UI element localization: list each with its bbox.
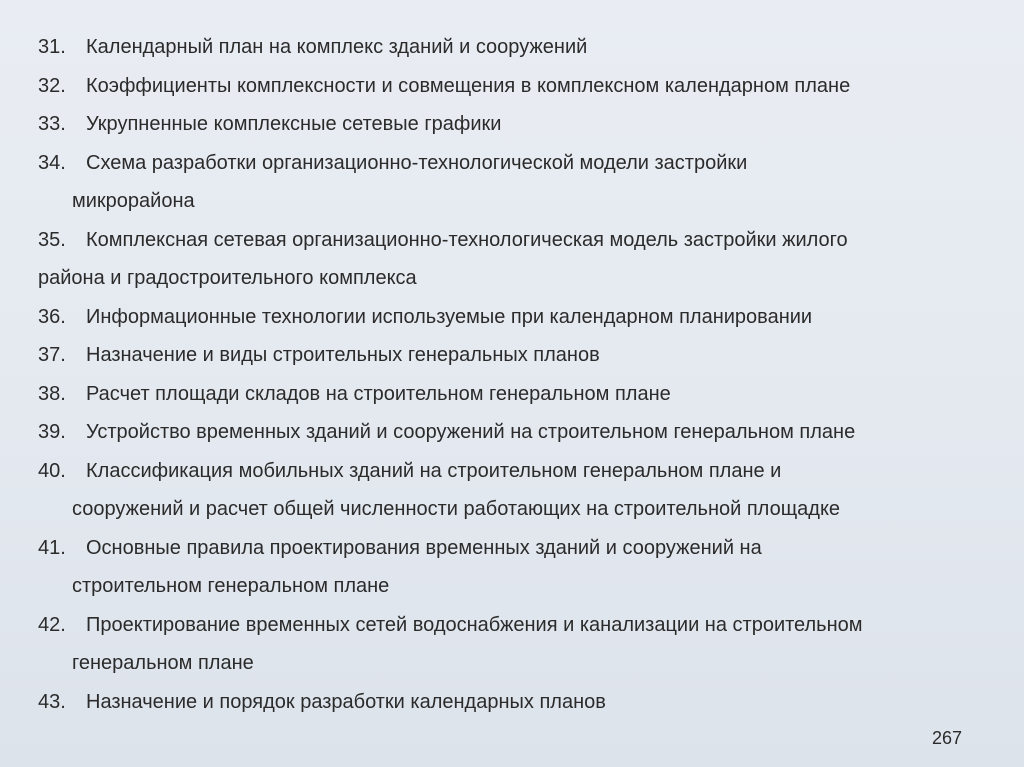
item-number: 37. — [38, 344, 66, 366]
item-text: Укрупненные комплексные сетевые графики — [86, 113, 502, 135]
list-item — [38, 452, 988, 529]
item-text: Комплексная сетевая организационно-технологическая модель застройки жилого — [86, 228, 848, 251]
list-item — [38, 606, 988, 683]
item-text: Схема разработки организационно-технологической модели застройки — [86, 151, 748, 174]
page-number: 267 — [931, 728, 962, 748]
list-item — [38, 144, 988, 221]
list-item — [38, 67, 988, 106]
item-number: 39. — [38, 421, 66, 443]
item-number: 41. — [38, 536, 66, 559]
list-item — [38, 375, 988, 414]
item-text: Назначение и виды строительных генеральных планов — [86, 344, 600, 366]
item-text-continuation: генеральном плане — [72, 652, 254, 674]
list-item — [38, 298, 988, 337]
question-list — [38, 28, 988, 721]
list-item — [38, 28, 988, 67]
item-number: 36. — [38, 305, 66, 328]
item-number: 40. — [38, 459, 66, 482]
item-number: 38. — [38, 382, 66, 405]
item-text: Назначение и порядок разработки календарных планов — [86, 690, 606, 713]
item-text-continuation: сооружений и расчет общей численности работающих на строительной площадке — [72, 498, 841, 520]
item-text-continuation: строительном генеральном плане — [72, 575, 390, 597]
list-item — [38, 683, 988, 722]
item-number: 35. — [38, 228, 66, 251]
item-number: 32. — [38, 74, 66, 97]
item-number: 42. — [38, 613, 66, 636]
item-number: 34. — [38, 151, 66, 174]
item-text-continuation: микрорайона — [72, 190, 195, 212]
item-number: 33. — [38, 113, 66, 135]
item-number: 31. — [38, 36, 66, 58]
item-text: Расчет площади складов на строительном генеральном плане — [86, 382, 671, 405]
item-text: Проектирование временных сетей водоснабжения и канализации на строительном — [86, 613, 863, 636]
list-item — [38, 413, 988, 452]
item-text: Календарный план на комплекс зданий и сооружений — [86, 36, 588, 58]
item-text: Коэффициенты комплексности и совмещения в комплексном календарном плане — [86, 74, 851, 97]
list-item — [38, 529, 988, 606]
item-text-continuation: района и градостроительного комплекса — [38, 267, 417, 289]
list-item — [38, 336, 988, 375]
item-number: 43. — [38, 690, 66, 713]
item-text: Информационные технологии используемые при календарном планировании — [86, 305, 813, 328]
list-item — [38, 221, 988, 298]
item-text: Основные правила проектирования временных зданий и сооружений на — [86, 536, 762, 559]
list-item — [38, 105, 988, 144]
item-text: Классификация мобильных зданий на строительном генеральном плане и — [86, 459, 782, 482]
item-text: Устройство временных зданий и сооружений на строительном генеральном плане — [86, 421, 856, 443]
